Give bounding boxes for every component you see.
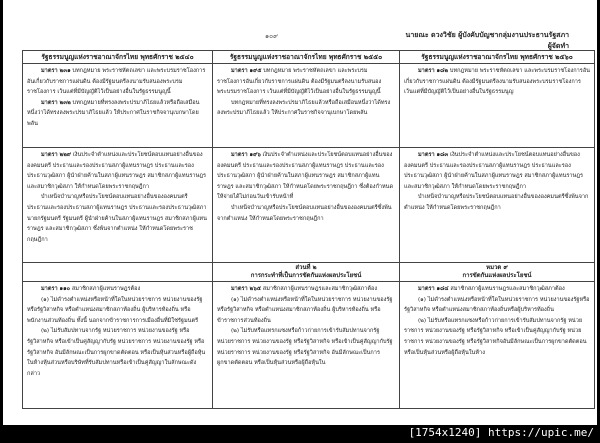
paragraph-text: บำเหน็จบำนาญหรือประโยชน์ตอบแทนอย่างอื่นขององคมนตรีซึ่งพ้นจากตำแหน่ง ให้กำหนดโดยพระราชกฤษฎีกา [404, 194, 589, 211]
section-number: มาตรา ๒๓๑ [41, 68, 71, 74]
paragraph-text: (๒) ไม่รับหรือแทรกแซงหรือก้าวก่ายการเข้ารับสัมปทานจากรัฐ หน่วยราชการ หน่วยงานของรัฐ หรือรัฐวิสาหกิจ หรือเข้าเป็นคู่สัญญากับรัฐ หน่วยราชการ หน่วยงานของรัฐ หรือรัฐวิสาหกิจอันมีลักษณะเป็นการผูกขาดตัดตอน หรือเป็นหุ้นส่วนหรือผู้ถือหุ้นในห้าง [404, 317, 587, 356]
paragraph-text: เงินประจำตำแหน่งและประโยชน์ตอบแทนอย่างอื่นขององคมนตรี ประธานและรองประธานสภาผู้แทนราษฎร ประธานและรองประธานวุฒิสภา ผู้นำฝ่ายค้านในสภาผู้แทนราษฎร สมาชิกสภาผู้แทนราษฎร และสมาชิกวุฒิสภา ให้กำหนดโดยพระราชกฤษฎีกา [404, 152, 584, 190]
section-number: มาตรา ๑๘๒ [418, 68, 449, 74]
watermark-text: [1754x1240] https://upic.me/ [408, 426, 594, 439]
paragraph-text: บทกฎหมาย พระราชหัตถเลขา และพระบรมราชโองการอันเกี่ยวกับราชการแผ่นดิน ต้องมีรัฐมนตรีลงนามรับสนองพระบรมราชโองการ เว้นแต่ที่มีบัญญัติไว้เป็นอย่างอื่นในรัฐธรรมนูญนี้ [217, 68, 382, 96]
paragraph-text: สมาชิกสภาผู้แทนราษฎรต้อง [70, 286, 141, 292]
paragraph [27, 98, 208, 130]
paragraph [217, 150, 395, 203]
paragraph [27, 295, 208, 327]
document-page [3, 0, 597, 425]
table-cell [213, 282, 400, 409]
paragraph-text: สมาชิกสภาผู้แทนราษฎรและสมาชิกวุฒิสภาต้อง [448, 286, 565, 292]
paragraph-text: บทกฎหมายที่ทรงลงพระปรมาภิไธยแล้วหรือถือเสมือนหนึ่งว่าได้ทรงลงพระปรมาภิไธยแล้ว ให้ประกาศในราชกิจจานุเบกษาโดยพลัน [217, 99, 391, 117]
table-row [23, 282, 595, 409]
table-cell [213, 148, 400, 263]
paragraph-text: บทกฎหมาย พระราชหัตถเลขา และพระบรมราชโองการ อันเกี่ยวกับราชการแผ่นดิน ต้องมีรัฐมนตรีลงนามรับสนองพระบรมราชโองการ เว้นแต่ที่มีบัญญัติไว้เป็นอย่างอื่นในรัฐธรรมนูญนี้ [27, 68, 206, 96]
paragraph [27, 66, 208, 98]
paragraph-text: เงินประจำตำแหน่งและประโยชน์ตอบแทนอย่างอื่นขององคมนตรี ประธานและรองประธานสภาผู้แทนราษฎร ประธานและรองประธานวุฒิสภา ผู้นำฝ่ายค้านในสภาผู้แทนราษฎร สมาชิกสภาผู้แทนราษฎร และสมาชิกวุฒิสภา ให้กำหนดโดยพระราชกฤษฎีกา [27, 152, 207, 190]
table-cell [23, 282, 213, 409]
table-cell [400, 64, 595, 148]
paragraph [217, 284, 395, 295]
paragraph-text: บทกฎหมายที่ทรงลงพระปรมาภิไธยแล้วหรือถือเสมือนหนึ่งว่าได้ทรงลงพระปรมาภิไธยแล้ว ให้ประกาศในราชกิจจานุเบกษาโดยพลัน [27, 99, 200, 127]
paragraph [27, 150, 208, 192]
paragraph [404, 284, 590, 295]
paragraph-text: บทกฎหมาย พระราชหัตถเลขา และพระบรมราชโองการอันเกี่ยวกับราชการแผ่นดิน ต้องมีรัฐมนตรีลงนามรับสนองพระบรมราชโองการ เว้นแต่ที่มีบัญญัติไว้เป็นอย่างอื่นในรัฐธรรมนูญ [404, 68, 590, 96]
section-header-line: หมวด ๙ [486, 264, 508, 271]
section-number: มาตรา ๒๒๙ [41, 152, 72, 158]
table-cell [400, 282, 595, 409]
section-number: มาตรา ๑๙๖ [231, 152, 261, 158]
paragraph-text: (๑) ไม่ดำรงตำแหน่งหรือหน้าที่ใดในหน่วยราชการ หน่วยงานของรัฐหรือรัฐวิสาหกิจ หรือตำแหน่งสมาชิกสภาท้องถิ่นหรือผู้บริหารท้องถิ่น [404, 296, 590, 314]
section-header [23, 263, 213, 282]
paragraph [27, 192, 208, 245]
section-number: มาตรา ๒๓๒ [41, 99, 71, 106]
table-cell [213, 64, 400, 148]
paragraph [217, 98, 395, 119]
paragraph [27, 284, 208, 295]
section-number: มาตรา ๑๘๓ [418, 152, 449, 158]
paragraph-text: เงินประจำตำแหน่งและประโยชน์ตอบแทนอย่างอื่นขององคมนตรี ประธานและรองประธานสภาผู้แทนราษฎร ประธานและรองประธานวุฒิสภา ผู้นำฝ่ายค้านในสภาผู้แทนราษฎร สมาชิกสภาผู้แทนราษฎร และสมาชิกวุฒิสภา ให้กำหนดโดยพระราชกฤษฎีกา ซึ่งต้องกำหนดให้จ่ายได้ไม่ก่อนวันเข้ารับหน้าที่ [217, 152, 394, 201]
table-header-row [23, 51, 595, 64]
section-number: มาตรา ๒๖๕ [231, 286, 262, 292]
section-header-row [23, 263, 595, 282]
section-header-line: การกระทำที่เป็นการขัดกันแห่งผลประโยชน์ [250, 272, 362, 279]
comparison-table [22, 50, 595, 409]
paragraph-text: (๑) ไม่ดำรงตำแหน่งหรือหน้าที่ใดในหน่วยราชการ หน่วยงานของรัฐ หรือรัฐวิสาหกิจ หรือตำแหน่งสมาชิกสภาท้องถิ่น ผู้บริหารท้องถิ่น หรือพนักงานส่วนท้องถิ่น ทั้งนี้ นอกจากข้าราชการการเมืองอื่นที่มิใช่รัฐมนตรี [27, 296, 203, 324]
paragraph [404, 192, 590, 213]
column-header: รัฐธรรมนูญแห่งราชอาณาจักรไทย พุทธศักราช ๒๕๖๐ [400, 51, 595, 64]
paragraph [217, 295, 395, 327]
section-header-line: การขัดกันแห่งผลประโยชน์ [462, 272, 532, 279]
paragraph [404, 150, 590, 192]
paragraph [217, 203, 395, 224]
column-header: รัฐธรรมนูญแห่งราชอาณาจักรไทย พุทธศักราช ๒๕๕๐ [213, 51, 400, 64]
paragraph [217, 326, 395, 368]
paragraph-text: สมาชิกสภาผู้แทนราษฎรและสมาชิกวุฒิสภาต้อง [261, 286, 378, 292]
paragraph [404, 295, 590, 316]
page-number: ๑๐๙ [265, 32, 278, 40]
paragraph [404, 316, 590, 358]
paragraph-text: (๒) ไม่รับหรือแทรกแซงหรือก้าวก่ายการเข้ารับสัมปทานจากรัฐ หน่วยราชการ หน่วยงานของรัฐ หรือรัฐวิสาหกิจ หรือเข้าเป็นคู่สัญญากับรัฐ หน่วยราชการ หน่วยงานของรัฐ หรือรัฐวิสาหกิจ อันมีลักษณะเป็นการผูกขาดตัดตอน หรือเป็นหุ้นส่วนหรือผู้ถือหุ้นใน [217, 328, 393, 367]
table-row [23, 64, 595, 148]
paragraph [217, 66, 395, 98]
author-role: ผู้จัดทำ [547, 42, 569, 50]
section-number: มาตรา ๑๙๕ [231, 68, 262, 74]
paragraph-text: (๒) ไม่รับสัมปทานจากรัฐ หน่วยราชการ หน่วยงานของรัฐ หรือรัฐวิสาหกิจ หรือเข้าเป็นคู่สัญญากับรัฐ หน่วยราชการ หน่วยงานของรัฐ หรือรัฐวิสาหกิจ อันมีลักษณะเป็นการผูกขาดตัดตอน หรือเป็นหุ้นส่วนหรือผู้ถือหุ้นในห้างหุ้นส่วนหรือบริษัทที่รับสัมปทานหรือเข้าเป็นคู่สัญญาในลักษณะดังกล่าว [27, 328, 206, 377]
paragraph-text: (๑) ไม่ดำรงตำแหน่งหรือหน้าที่ใดในหน่วยราชการ หน่วยงานของรัฐ หรือรัฐวิสาหกิจ หรือตำแหน่งสมาชิกสภาท้องถิ่น ผู้บริหารท้องถิ่น หรือข้าราชการส่วนท้องถิ่น [217, 296, 393, 324]
paragraph [404, 66, 590, 98]
paragraph-text: บำเหน็จบำนาญหรือประโยชน์ตอบแทนอย่างอื่นขององคมนตรีซึ่งพ้นจากตำแหน่ง ให้กำหนดโดยพระราชกฤษฎีกา [217, 204, 392, 222]
section-number: มาตรา ๑๑๐ [41, 286, 71, 292]
section-header-line: ส่วนที่ ๒ [295, 264, 317, 271]
section-header [213, 263, 400, 282]
author-block [406, 30, 569, 52]
author-line: นายณะ ดวงวิชัย ผู้บังคับบัญชากลุ่มงานประธานรัฐสภา [405, 31, 569, 39]
table-cell [23, 148, 213, 263]
paragraph [27, 326, 208, 379]
table-cell [400, 148, 595, 263]
table-cell [23, 64, 213, 148]
column-header: รัฐธรรมนูญแห่งราชอาณาจักรไทย พุทธศักราช ๒๕๔๐ [23, 51, 213, 64]
paragraph-text: บำเหน็จบำนาญหรือประโยชน์ตอบแทนอย่างอื่นขององคมนตรี ประธานและรองประธานสภาผู้แทนราษฎร ประธานและรองประธานวุฒิสภา นายกรัฐมนตรี รัฐมนตรี ผู้นำฝ่ายค้านในสภาผู้แทนราษฎร สมาชิกสภาผู้แทนราษฎร และสมาชิกวุฒิสภา ซึ่งพ้นจากตำแหน่ง ให้กำหนดโดยพระราชกฤษฎีกา [27, 194, 207, 243]
section-header [400, 263, 595, 282]
section-number: มาตรา ๑๘๔ [418, 286, 449, 292]
table-row [23, 148, 595, 263]
